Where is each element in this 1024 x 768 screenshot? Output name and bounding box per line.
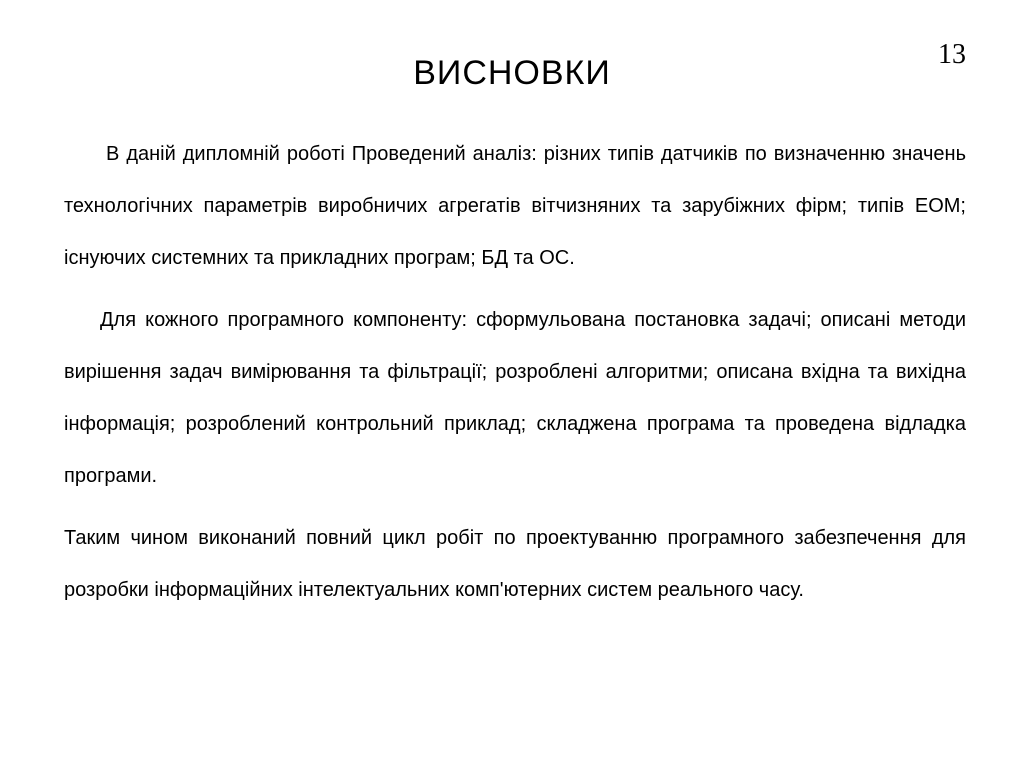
slide-title: ВИСНОВКИ xyxy=(413,54,611,92)
paragraph-conclusion: Таким чином виконаний повний цикл робіт по проектуванню програмного забезпечення для розробки інформаційних інтелектуальних комп'ютерних систем реального часу. xyxy=(64,527,966,601)
slide-number: 13 xyxy=(938,39,966,70)
paragraph-components: Для кожного програмного компоненту: сформульована постановка задачі; описані методи вирішення задач вимірювання та фільтрації; розроблені алгоритми; описана вхідна та вихідна інформація; розроблений контрольний приклад; складжена програма та проведена відладка програми. xyxy=(64,309,966,487)
paragraph-analysis: В даній дипломній роботі Проведений аналіз: різних типів датчиків по визначенню значень технологічних параметрів виробничих агрегатів вітчизняних та зарубіжних фірм; типів ЕОМ; існуючих системних та прикладних програм; БД та ОС. xyxy=(64,143,966,269)
slide-body xyxy=(64,128,966,616)
